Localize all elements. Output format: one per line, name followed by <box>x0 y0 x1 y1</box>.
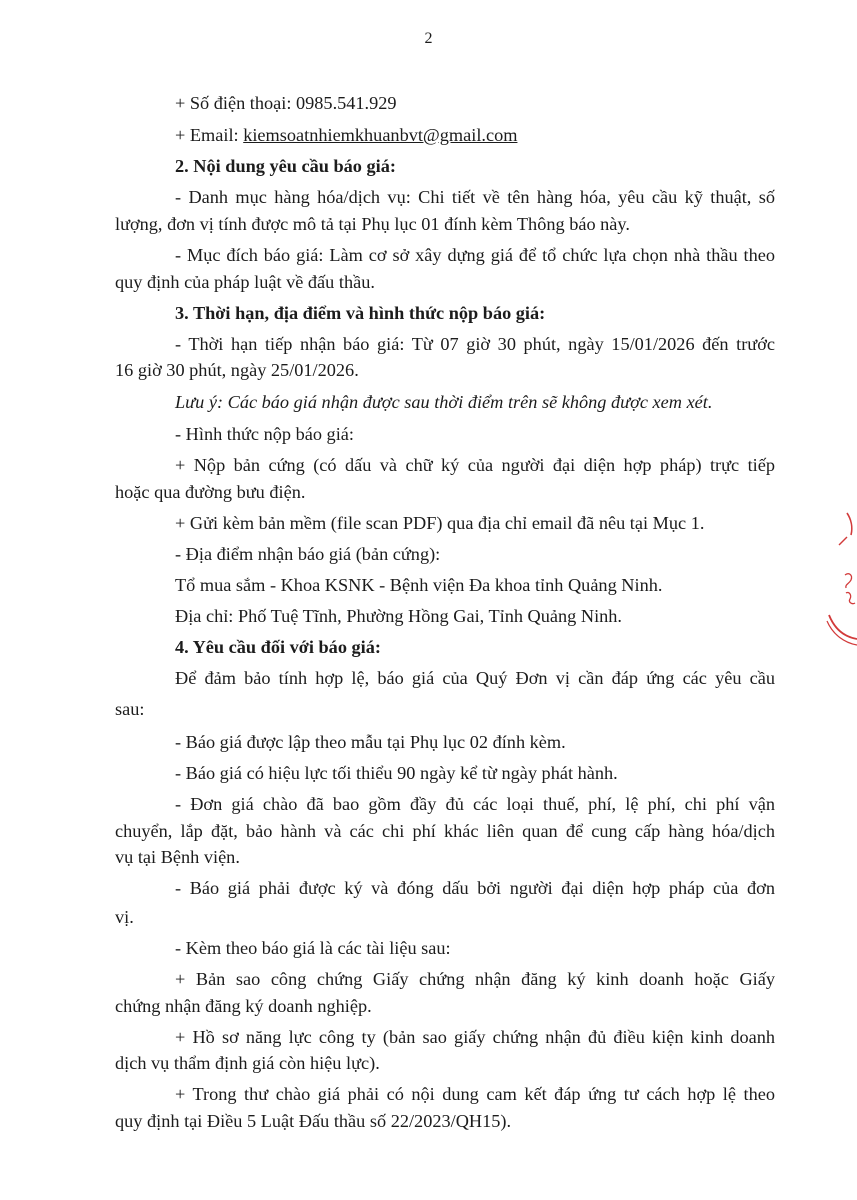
email-line <box>175 124 775 146</box>
section-4-heading: 4. Yêu cầu đối với báo giá: <box>175 637 381 657</box>
hardcopy-line-2: hoặc qua đường bưu điện. <box>115 482 306 502</box>
catalog-line-1: - Danh mục hàng hóa/dịch vụ: Chi tiết về tên hàng hóa, yêu cầu kỹ thuật, số <box>175 187 775 207</box>
validity-requirement: - Báo giá có hiệu lực tối thiểu 90 ngày kể từ ngày phát hành. <box>175 763 618 783</box>
requirements-intro-line-2: sau: <box>115 699 145 719</box>
location-label: - Địa điểm nhận báo giá (bản cứng): <box>175 544 441 564</box>
document-2-line-2: dịch vụ thẩm định giá còn hiệu lực). <box>115 1053 380 1073</box>
price-line-2: chuyển, lắp đặt, bảo hành và các chi phí khác liên quan để cung cấp hàng hóa/dịch <box>115 821 775 841</box>
red-stamp-fragment <box>817 505 857 655</box>
hardcopy-line-1: + Nộp bản cứng (có dấu và chữ ký của người đại diện hợp pháp) trực tiếp <box>175 455 775 475</box>
purpose-line-1: - Mục đích báo giá: Làm cơ sở xây dựng giá để tổ chức lựa chọn nhà thầu theo <box>175 245 775 265</box>
phone-line: + Số điện thoại: 0985.541.929 <box>175 93 397 113</box>
price-line-3: vụ tại Bệnh viện. <box>115 847 240 867</box>
document-1-line-2: chứng nhận đăng ký doanh nghiệp. <box>115 996 372 1016</box>
late-submission-note: Lưu ý: Các báo giá nhận được sau thời điểm trên sẽ không được xem xét. <box>175 392 713 412</box>
section-2-heading: 2. Nội dung yêu cầu báo giá: <box>175 156 396 176</box>
deadline-line-1: - Thời hạn tiếp nhận báo giá: Từ 07 giờ 30 phút, ngày 15/01/2026 đến trước <box>175 334 775 354</box>
document-1-line-1: + Bản sao công chứng Giấy chứng nhận đăng ký kinh doanh hoặc Giấy <box>175 969 775 989</box>
email-link[interactable]: kiemsoatnhiemkhuanbvt@gmail.com <box>243 125 518 145</box>
email-label: + Email: <box>175 125 244 145</box>
document-3-line-2: quy định tại Điều 5 Luật Đấu thầu số 22/2023/QH15). <box>115 1111 512 1131</box>
price-line-1: - Đơn giá chào đã bao gồm đầy đủ các loại thuế, phí, lệ phí, chi phí vận <box>175 794 775 814</box>
purpose-line-2: quy định của pháp luật về đấu thầu. <box>115 272 375 292</box>
catalog-line-2: lượng, đơn vị tính được mô tả tại Phụ lục 01 đính kèm Thông báo này. <box>115 214 630 234</box>
signature-line-2: vị. <box>115 907 134 927</box>
document-3-line-1: + Trong thư chào giá phải có nội dung cam kết đáp ứng tư cách hợp lệ theo <box>175 1084 775 1104</box>
documents-label: - Kèm theo báo giá là các tài liệu sau: <box>175 938 451 958</box>
requirements-intro-line-1: Để đảm bảo tính hợp lệ, báo giá của Quý Đơn vị cần đáp ứng các yêu cầu <box>175 668 775 688</box>
page-number: 2 <box>424 30 433 47</box>
signature-line-1: - Báo giá phải được ký và đóng dấu bởi người đại diện hợp pháp của đơn <box>175 878 775 898</box>
section-3-heading: 3. Thời hạn, địa điểm và hình thức nộp báo giá: <box>175 303 546 323</box>
document-2-line-1: + Hồ sơ năng lực công ty (bản sao giấy chứng nhận đủ điều kiện kinh doanh <box>175 1027 775 1047</box>
deadline-line-2: 16 giờ 30 phút, ngày 25/01/2026. <box>115 360 359 380</box>
form-requirement: - Báo giá được lập theo mẫu tại Phụ lục 02 đính kèm. <box>175 732 566 752</box>
location-address: Địa chỉ: Phố Tuệ Tĩnh, Phường Hồng Gai, Tỉnh Quảng Ninh. <box>175 606 622 626</box>
submission-method-label: - Hình thức nộp báo giá: <box>175 424 354 444</box>
softcopy-line: + Gửi kèm bản mềm (file scan PDF) qua địa chỉ email đã nêu tại Mục 1. <box>175 513 705 533</box>
location-unit: Tổ mua sắm - Khoa KSNK - Bệnh viện Đa khoa tỉnh Quảng Ninh. <box>175 575 663 595</box>
